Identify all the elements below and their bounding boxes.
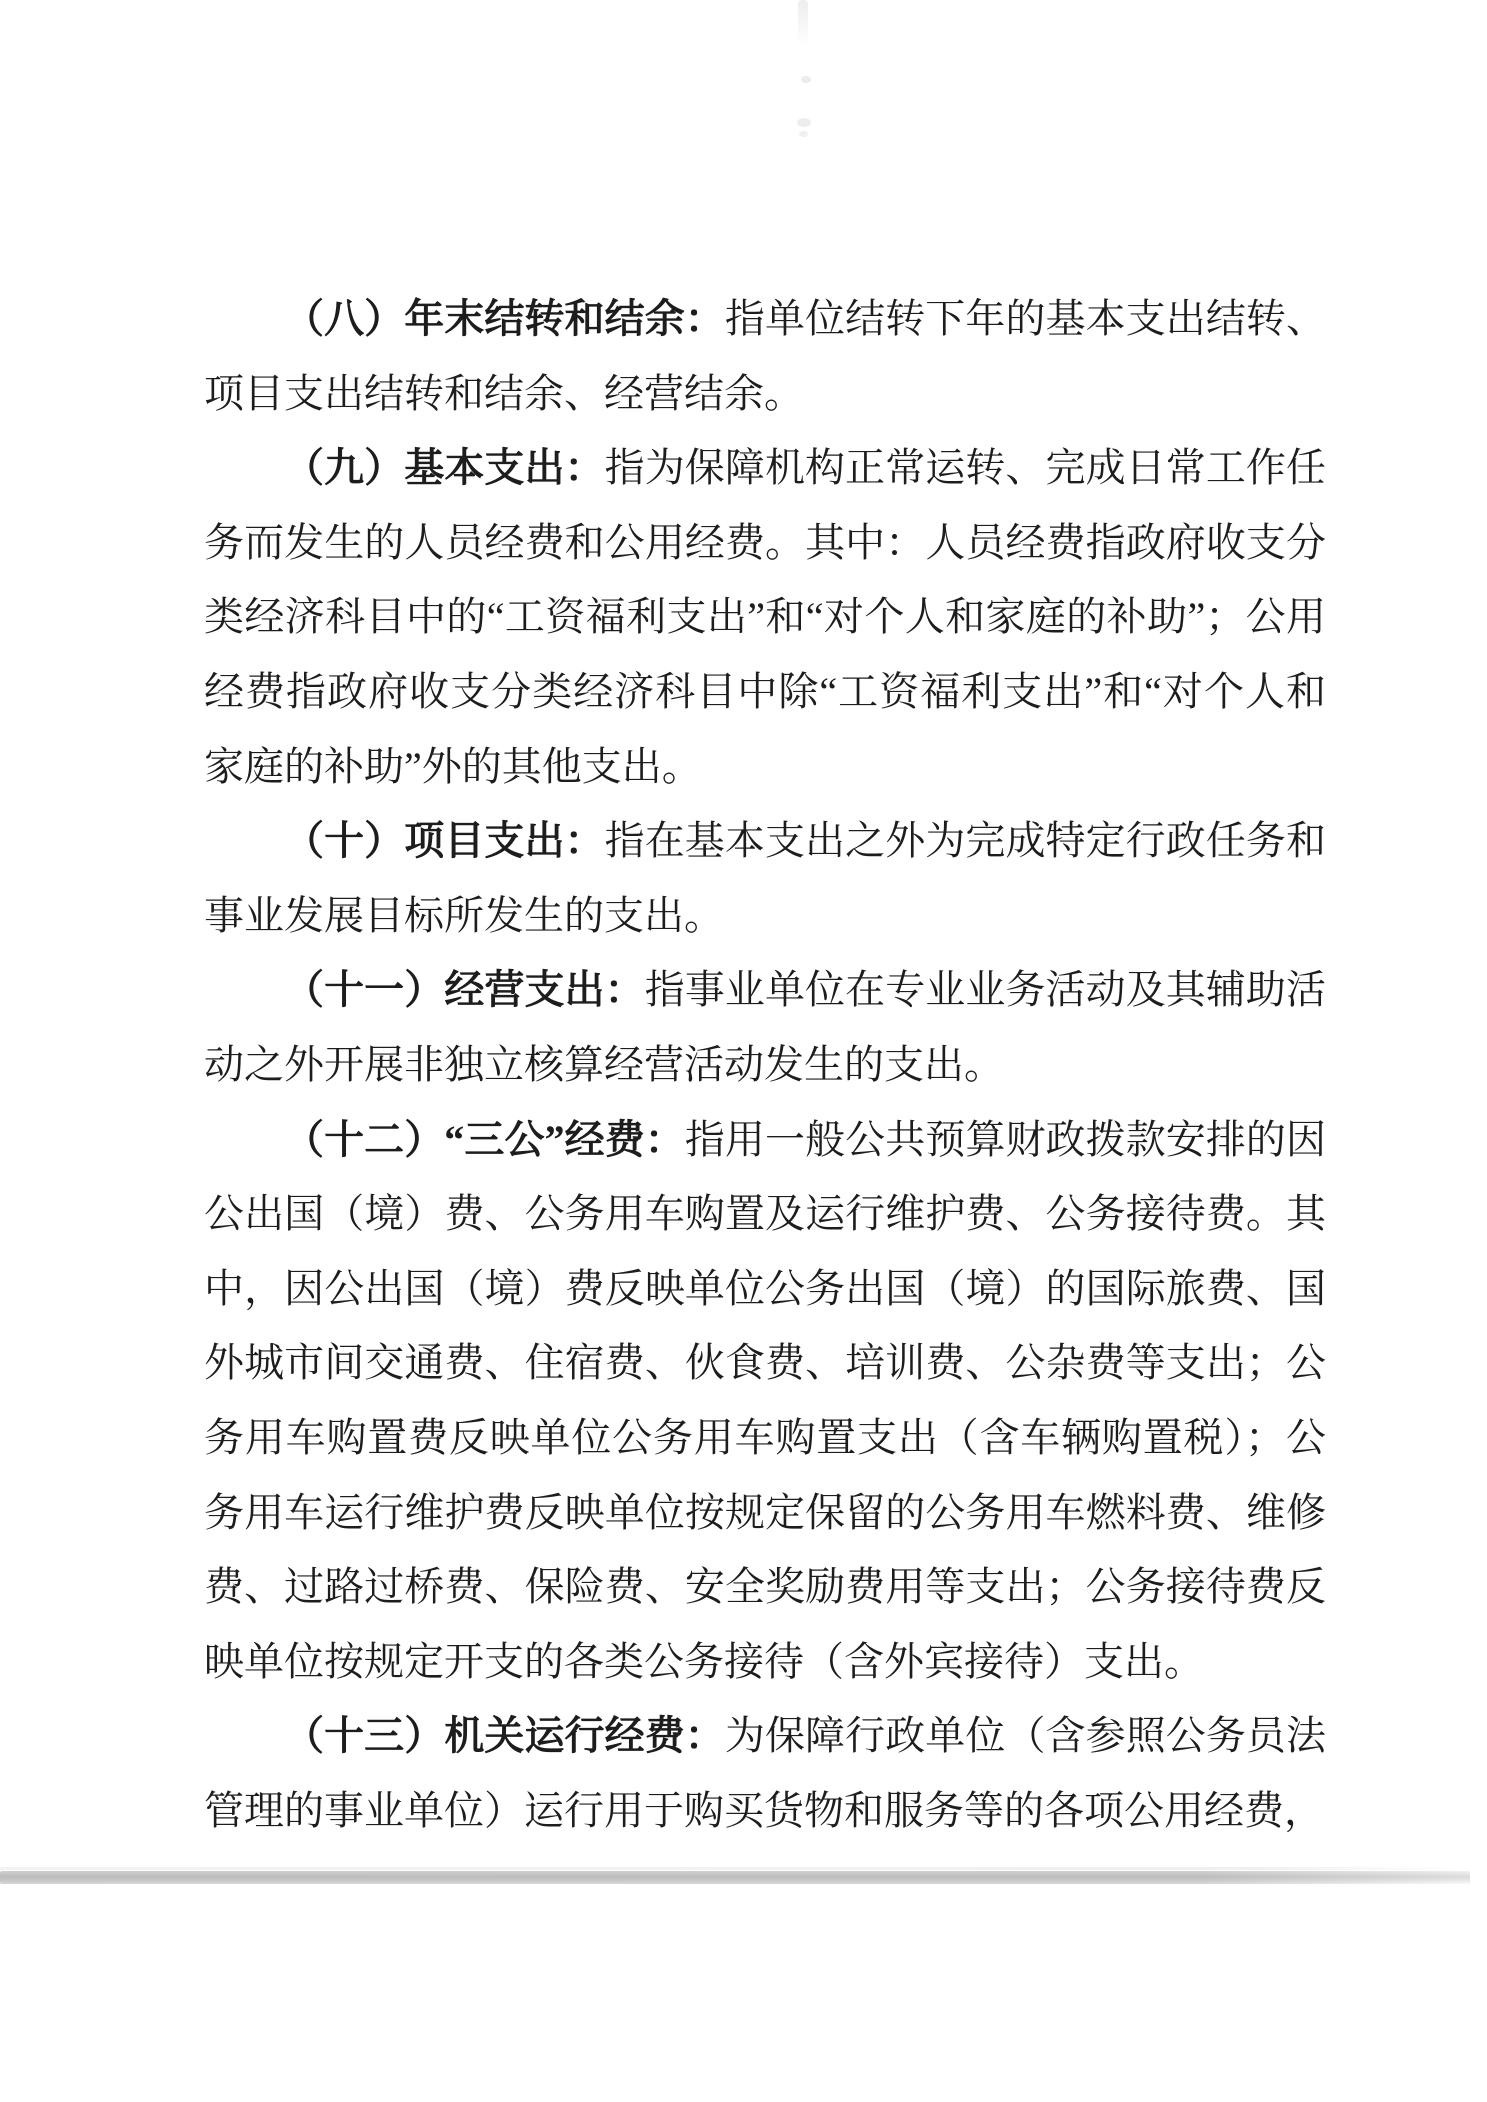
scan-smudge-dot <box>799 131 808 137</box>
paragraph-lead: （八）年末结转和结余： <box>284 296 725 341</box>
paragraph-8-year-end-carryover <box>204 282 1326 431</box>
paragraph-body: 指单位结转下年的基本支出结转、项目支出结转和结余、经营结余。 <box>204 296 1327 416</box>
scan-shadow-band <box>0 1871 1470 1884</box>
paragraph-lead: （九）基本支出： <box>284 445 605 491</box>
scan-smudge-streak <box>798 0 808 46</box>
paragraph-lead: （十）项目支出： <box>284 818 605 864</box>
scan-smudge-dot <box>801 76 811 83</box>
paragraph-13-agency-operating-funds <box>204 1699 1326 1848</box>
paragraph-11-operating-expenditure <box>204 953 1326 1102</box>
paragraph-9-basic-expenditure <box>204 431 1326 804</box>
scan-smudge-dot <box>797 118 811 127</box>
paragraph-10-project-expenditure <box>204 804 1326 953</box>
paragraph-body: 为保障行政单位（含参照公务员法管理的事业单位）运行用于购买货物和服务等的各项公用经费， <box>204 1713 1327 1833</box>
paragraph-lead: （十一）经营支出： <box>284 967 645 1013</box>
paragraph-lead: （十二）“三公”经费： <box>284 1116 685 1162</box>
paragraph-12-three-public-funds <box>204 1103 1326 1700</box>
paragraph-body: 指事业单位在专业业务活动及其辅助活动之外开展非独立核算经营活动发生的支出。 <box>204 967 1327 1087</box>
paragraph-body: 指为保障机构正常运转、完成日常工作任务而发生的人员经费和公用经费。其中：人员经费指政府收支分类经济科目中的“工资福利支出”和“对个人和家庭的补助”；公用经费指政府收支分类经济科目中除“工资福利支出”和“对个人和家庭的补助”外的其他支出。 <box>204 445 1327 789</box>
document-text-block <box>204 282 1326 1848</box>
paragraph-body: 指在基本支出之外为完成特定行政任务和事业发展目标所发生的支出。 <box>204 818 1327 938</box>
paragraph-body: 指用一般公共预算财政拨款安排的因公出国（境）费、公务用车购置及运行维护费、公务接待费。其中，因公出国（境）费反映单位公务出国（境）的国际旅费、国外城市间交通费、住宿费、伙食费、培训费、公杂费等支出；公务用车购置费反映单位公务用车购置支出（含车辆购置税）；公务用车运行维护费反映单位按规定保留的公务用车燃料费、维修费、过路过桥费、保险费、安全奖励费用等支出；公务接待费反映单位按规定开支的各类公务接待（含外宾接待）支出。 <box>204 1116 1327 1684</box>
paragraph-lead: （十三）机关运行经费： <box>284 1713 725 1759</box>
